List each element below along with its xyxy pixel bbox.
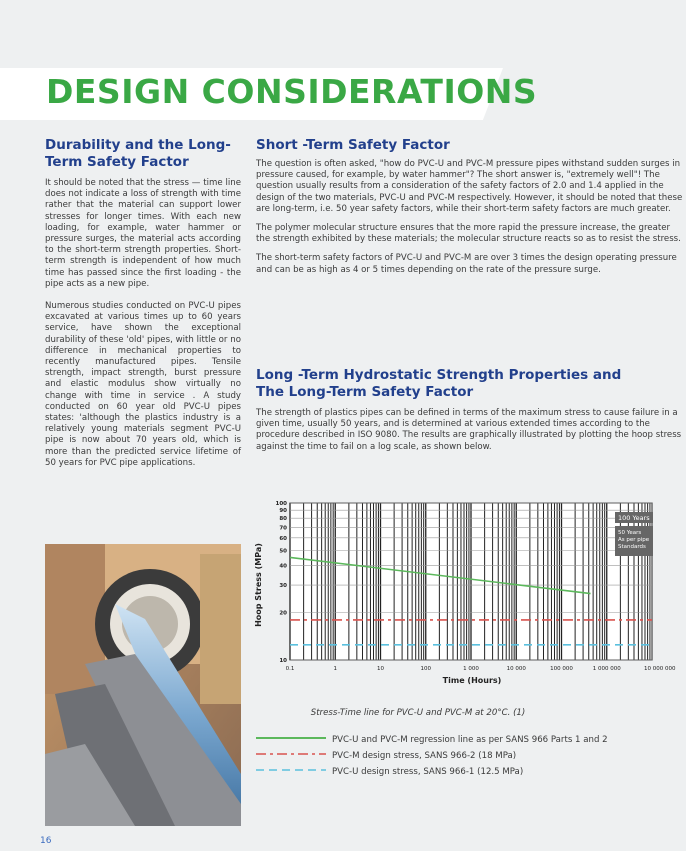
chart-legend [256,733,652,781]
y-tick-label: 60 [279,535,287,542]
chart-annotations [615,512,653,556]
stress-time-chart [252,495,676,695]
short-term-paragraph-2: The polymer molecular structure ensures that the more rapid the pressure increase, the greater the strength exhibited by these materials; the molecular structure reacts so as to resist the stress. [256,223,681,245]
x-axis-label: Time (Hours) [442,676,502,685]
legend-item-pvcu [256,765,652,781]
durability-text [45,178,241,480]
x-tick-label: 1 [333,666,337,672]
y-tick-label: 50 [279,548,287,555]
chart-caption: Stress-Time line for PVC-U and PVC-M at 20°C. (1) [310,708,526,718]
page-number: 16 [40,836,52,846]
durability-paragraph-1: It should be noted that the stress — time line does not indicate a loss of strength with time rather that the material can support lower stresses for longer times. With each new loading, for example, water hammer or pressure surges, the material acts according to the short-term strength properties. Short-term strength is independent of how much time has passed since the first loading - the pipe acts as a new pipe. [45,178,241,289]
annotation-50-years-line: As per pipe [618,537,650,543]
legend-swatch-pvcu [256,767,326,773]
x-tick-label: 1 000 000 [592,666,621,672]
legend-item-regression [256,733,652,749]
legend-label-pvcu: PVC-U design stress, SANS 966-1 (12.5 MPa) [332,767,524,777]
long-term-paragraph: The strength of plastics pipes can be defined in terms of the maximum stress to cause failure in a given time, usually 50 years, and is determined at various extended times according to the procedure described in ISO 9080. The results are graphically illustrated by plotting the hoop stress against the time to fail on a log scale, as shown below. [256,408,682,452]
annotation-100-years: 100 Years [618,514,650,522]
y-tick-label: 70 [279,525,287,532]
y-tick-label: 10 [279,658,287,664]
durability-heading: Durability and the Long-Term Safety Factor [45,137,231,170]
short-term-paragraph-1: The question is often asked, "how do PVC-U and PVC-M pressure pipes withstand sudden surges in pressure caused, for example, by water hammer"? The short answer is, "extremely well"! The question usually results from a consideration of the safety factors of 2.0 and 1.4 applied in the design of the two materials, PVC-U and PVC-M respectively. However, it should be noted that these are long-term, i.e. 50 year safety factors, while their short-term safety factors are much greater. [256,159,683,214]
y-tick-label: 30 [279,583,287,590]
legend-swatch-regression [256,735,326,741]
pipe-photo [45,544,241,826]
x-tick-label: 10 [377,666,384,672]
legend-swatch-pvcm [256,751,326,757]
y-tick-label: 20 [279,610,287,617]
legend-item-pvcm [256,749,652,765]
y-axis-label: Hoop Stress (MPa) [254,543,263,627]
x-axis-ticks [286,666,676,672]
annotation-50-years-line: Standards [618,544,646,550]
legend-label-regression: PVC-U and PVC-M regression line as per SANS 966 Parts 1 and 2 [332,735,608,745]
long-term-heading: Long -Term Hydrostatic Strength Properties and The Long-Term Safety Factor [256,367,622,400]
pipe-machine-image [45,544,241,826]
x-tick-label: 100 000 [550,666,573,672]
short-term-text [256,159,683,284]
page-title: DESIGN CONSIDERATIONS [46,72,538,111]
x-tick-label: 100 [420,666,431,672]
y-tick-label: 100 [275,501,287,507]
x-tick-label: 10 000 [506,666,526,672]
short-term-paragraph-3: The short-term safety factors of PVC-U and PVC-M are over 3 times the design operating pressure and can be as high as 4 or 5 times depending on the rate of the pressure surge. [256,253,677,275]
durability-paragraph-2: Numerous studies conducted on PVC-U pipes excavated at various times up to 60 years service, have shown the exceptional durability of these 'old' pipes, with little or no difference in mechanical properties to recently manufactured pipes. Tensile strength, impact strength, burst pressure and elastic modulus show virtually no change with time in service . A study conducted on 60 year old PVC-U pipes states: 'although the plastics industry is a relatively young materials segment PVC-U pipe is now about 70 years old, which is more than the predicted service lifetime of 50 years for PVC pipe applications. [45,301,241,468]
y-tick-label: 80 [279,516,287,523]
x-tick-label: 10 000 000 [644,666,676,672]
y-tick-label: 90 [279,508,287,515]
short-term-heading: Short -Term Safety Factor [256,137,450,153]
y-axis-ticks [276,501,288,664]
x-tick-label: 0.1 [285,666,295,672]
legend-label-pvcm: PVC-M design stress, SANS 966-2 (18 MPa) [332,751,517,761]
x-tick-label: 1 000 [463,666,479,672]
y-tick-label: 40 [279,563,287,570]
long-term-text [256,408,682,453]
annotation-50-years-line: 50 Years [618,530,642,536]
